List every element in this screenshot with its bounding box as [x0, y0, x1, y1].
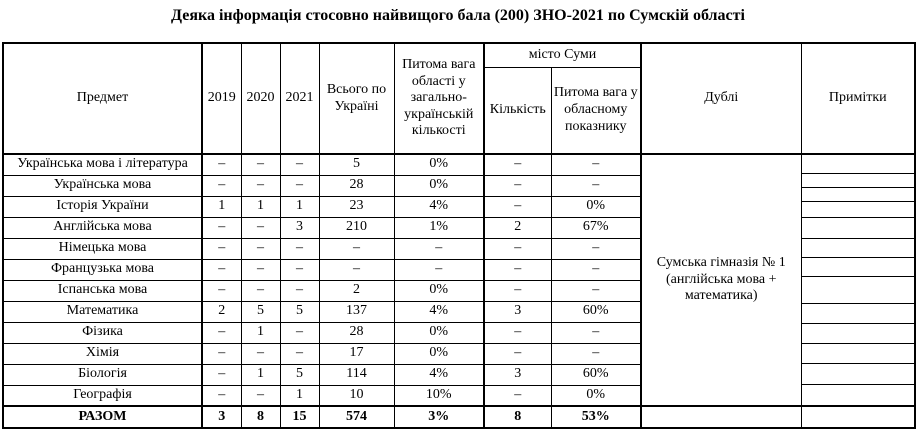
totals-city-share: 53% [551, 406, 641, 428]
cell-y2021: – [280, 343, 319, 364]
notes-rule-line [802, 323, 915, 324]
col-group-header-sumy-city: місто Суми [484, 43, 641, 67]
cell-total: 137 [319, 301, 394, 322]
cell-city_count: 3 [484, 301, 551, 322]
cell-city_count: – [484, 238, 551, 259]
notes-rule-line [802, 384, 915, 385]
cell-y2019: – [202, 259, 241, 280]
cell-y2021: – [280, 238, 319, 259]
cell-y2021: 1 [280, 196, 319, 217]
cell-oblast_share: 4% [394, 364, 484, 385]
cell-y2020: 1 [241, 364, 280, 385]
cell-y2020: – [241, 259, 280, 280]
cell-oblast_share: 4% [394, 301, 484, 322]
cell-city_share: – [551, 259, 641, 280]
table-body [3, 154, 915, 406]
cell-y2019: – [202, 385, 241, 406]
cell-total: 28 [319, 322, 394, 343]
cell-city_share: 67% [551, 217, 641, 238]
cell-total: 210 [319, 217, 394, 238]
cell-city_count: 2 [484, 217, 551, 238]
notes-rule-line [802, 217, 915, 218]
cell-subject: Географія [3, 385, 202, 406]
cell-y2019: 2 [202, 301, 241, 322]
cell-y2020: 5 [241, 301, 280, 322]
duplicates-merged-cell: Сумська гімназія № 1 (англійська мова + математика) [641, 154, 801, 406]
col-header-total-ukraine: Всього по Україні [319, 43, 394, 154]
page-title: Деяка інформація стосовно найвищого бала (200) ЗНО-2021 по Сумскій області [171, 7, 745, 24]
totals-label: РАЗОМ [3, 406, 202, 428]
cell-subject: Математика [3, 301, 202, 322]
table-header [3, 43, 915, 154]
cell-y2020: 1 [241, 322, 280, 343]
cell-y2019: – [202, 217, 241, 238]
cell-oblast_share: 4% [394, 196, 484, 217]
cell-y2020: – [241, 154, 280, 175]
cell-y2019: – [202, 364, 241, 385]
cell-total: – [319, 259, 394, 280]
cell-oblast_share: 0% [394, 322, 484, 343]
cell-oblast_share: 0% [394, 280, 484, 301]
table-footer [3, 406, 915, 428]
totals-row [3, 406, 915, 428]
notes-rule-line [802, 257, 915, 258]
cell-y2021: – [280, 280, 319, 301]
cell-city_share: – [551, 175, 641, 196]
cell-subject: Фізика [3, 322, 202, 343]
cell-y2021: – [280, 175, 319, 196]
col-header-2020: 2020 [241, 43, 280, 154]
cell-oblast_share: 1% [394, 217, 484, 238]
cell-city_count: – [484, 343, 551, 364]
cell-subject: Хімія [3, 343, 202, 364]
cell-subject: Англійська мова [3, 217, 202, 238]
cell-city_share: 60% [551, 301, 641, 322]
cell-subject: Українська мова [3, 175, 202, 196]
col-header-2019: 2019 [202, 43, 241, 154]
notes-rule-line [802, 363, 915, 364]
col-header-2021: 2021 [280, 43, 319, 154]
notes-rule-line [802, 187, 915, 188]
cell-y2019: – [202, 322, 241, 343]
cell-y2019: – [202, 154, 241, 175]
cell-y2021: – [280, 154, 319, 175]
totals-duplicates-cell [641, 406, 801, 428]
cell-subject: Французька мова [3, 259, 202, 280]
cell-y2019: – [202, 280, 241, 301]
cell-oblast_share: – [394, 259, 484, 280]
cell-y2020: 1 [241, 196, 280, 217]
cell-y2019: – [202, 175, 241, 196]
cell-y2021: 5 [280, 364, 319, 385]
cell-city_share: – [551, 154, 641, 175]
cell-city_share: – [551, 343, 641, 364]
cell-total: 5 [319, 154, 394, 175]
notes-ruled-lines [802, 155, 915, 405]
notes-rule-line [802, 201, 915, 202]
cell-subject: Історія України [3, 196, 202, 217]
totals-2020: 8 [241, 406, 280, 428]
cell-city_share: – [551, 280, 641, 301]
cell-city_share: 0% [551, 385, 641, 406]
cell-subject: Іспанська мова [3, 280, 202, 301]
col-header-notes: Примітки [801, 43, 915, 154]
cell-city_count: – [484, 154, 551, 175]
cell-y2020: – [241, 175, 280, 196]
cell-city_count: – [484, 175, 551, 196]
col-header-city-share: Питома вага у обласному показнику [551, 67, 641, 154]
cell-city_count: – [484, 280, 551, 301]
cell-city_count: – [484, 385, 551, 406]
zno-results-table [2, 42, 916, 429]
totals-2021: 15 [280, 406, 319, 428]
col-header-city-count: Кількість [484, 67, 551, 154]
totals-city-count: 8 [484, 406, 551, 428]
cell-city_count: – [484, 322, 551, 343]
cell-subject: Німецька мова [3, 238, 202, 259]
totals-oblast-share: 3% [394, 406, 484, 428]
cell-y2020: – [241, 385, 280, 406]
cell-y2019: 1 [202, 196, 241, 217]
cell-oblast_share: 0% [394, 175, 484, 196]
totals-2019: 3 [202, 406, 241, 428]
cell-total: 114 [319, 364, 394, 385]
cell-y2020: – [241, 217, 280, 238]
header-row-1 [3, 43, 915, 67]
cell-y2021: 3 [280, 217, 319, 238]
cell-y2021: 5 [280, 301, 319, 322]
col-header-subject: Предмет [3, 43, 202, 154]
cell-city_share: – [551, 238, 641, 259]
cell-total: 10 [319, 385, 394, 406]
cell-y2019: – [202, 238, 241, 259]
cell-total: 23 [319, 196, 394, 217]
cell-y2021: 1 [280, 385, 319, 406]
cell-subject: Біологія [3, 364, 202, 385]
cell-y2021: – [280, 259, 319, 280]
cell-y2020: – [241, 343, 280, 364]
cell-oblast_share: 0% [394, 343, 484, 364]
notes-rule-line [802, 276, 915, 277]
totals-total-ukraine: 574 [319, 406, 394, 428]
notes-rule-line [802, 173, 915, 174]
notes-rule-line [802, 343, 915, 344]
cell-oblast_share: 10% [394, 385, 484, 406]
notes-merged-cell [801, 154, 915, 406]
cell-total: – [319, 238, 394, 259]
col-header-oblast-share: Питома вага області у загально-українській кількості [394, 43, 484, 154]
cell-total: 2 [319, 280, 394, 301]
cell-city_count: 3 [484, 364, 551, 385]
table-row [3, 154, 915, 175]
col-header-duplicates: Дублі [641, 43, 801, 154]
totals-notes-cell [801, 406, 915, 428]
cell-y2020: – [241, 280, 280, 301]
cell-city_count: – [484, 259, 551, 280]
notes-rule-line [802, 238, 915, 239]
cell-oblast_share: 0% [394, 154, 484, 175]
cell-total: 28 [319, 175, 394, 196]
cell-subject: Українська мова і література [3, 154, 202, 175]
cell-city_share: – [551, 322, 641, 343]
cell-oblast_share: – [394, 238, 484, 259]
cell-y2019: – [202, 343, 241, 364]
cell-y2020: – [241, 238, 280, 259]
cell-total: 17 [319, 343, 394, 364]
cell-city_count: – [484, 196, 551, 217]
cell-city_share: 60% [551, 364, 641, 385]
notes-rule-line [802, 303, 915, 304]
cell-y2021: – [280, 322, 319, 343]
cell-city_share: 0% [551, 196, 641, 217]
